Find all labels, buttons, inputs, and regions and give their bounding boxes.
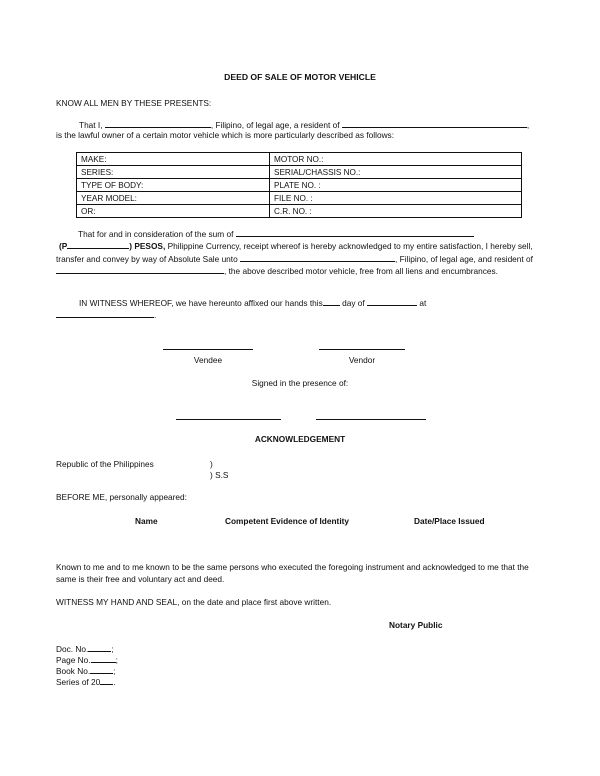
- table-cell: MAKE:: [77, 153, 270, 166]
- table-row: [77, 166, 522, 179]
- day-blank[interactable]: [323, 297, 340, 306]
- intro-text-3: ,: [526, 120, 530, 130]
- notary-public-label: Notary Public: [389, 620, 443, 630]
- amount-figure-blank[interactable]: [67, 240, 129, 249]
- series-label: Series of 20: [56, 677, 101, 687]
- vendee-label: Vendee: [193, 355, 223, 365]
- consideration-text-1: That for and in consideration of the sum of: [78, 229, 236, 239]
- vendor-signature-line[interactable]: [319, 349, 405, 350]
- witness-text-3: at: [419, 298, 427, 308]
- table-row: [77, 205, 522, 218]
- series-end: .: [113, 677, 116, 687]
- table-cell: C.R. NO. :: [270, 205, 522, 218]
- intro-text-1: That I,: [79, 120, 105, 130]
- vehicle-details-table: [76, 152, 522, 218]
- witness-signature-line-1[interactable]: [176, 419, 281, 420]
- book-no-end: ;: [113, 666, 116, 676]
- witness-hand-seal: WITNESS MY HAND AND SEAL, on the date and place first above written.: [56, 597, 332, 607]
- series-line: [56, 676, 116, 687]
- table-cell: YEAR MODEL:: [77, 192, 270, 205]
- table-cell: FILE NO. :: [270, 192, 522, 205]
- table-cell: MOTOR NO.:: [270, 153, 522, 166]
- know-all-men: KNOW ALL MEN BY THESE PRESENTS:: [56, 98, 212, 108]
- venue-bracket-ss: ) S.S: [210, 470, 229, 480]
- book-no-label: Book No.: [56, 666, 91, 676]
- peso-label: ) PESOS,: [129, 241, 166, 252]
- consideration-paragraph: [56, 228, 546, 278]
- acknowledgement-heading: ACKNOWLEDGEMENT: [254, 434, 346, 444]
- vendee-signature-line[interactable]: [163, 349, 253, 350]
- witness-text-1: IN WITNESS WHEREOF, we have hereunto affixed our hands this: [79, 298, 323, 308]
- table-row: [77, 153, 522, 166]
- amount-words-blank[interactable]: [236, 228, 474, 237]
- table-cell: SERIES:: [77, 166, 270, 179]
- doc-no-label: Doc. No.: [56, 644, 89, 654]
- place-blank[interactable]: [56, 309, 157, 320]
- page-no-blank[interactable]: [91, 654, 116, 663]
- doc-no-blank[interactable]: [88, 643, 114, 654]
- page-no-label: Page No.: [56, 655, 91, 665]
- page-no-line: [56, 654, 118, 665]
- page-no-end: ;: [115, 655, 118, 665]
- series-blank[interactable]: [100, 676, 116, 687]
- before-me-label: BEFORE ME, personally appeared:: [56, 492, 187, 502]
- table-cell: TYPE OF BODY:: [77, 179, 270, 192]
- document-title: DEED OF SALE OF MOTOR VEHICLE: [224, 72, 376, 82]
- table-cell: OR:: [77, 205, 270, 218]
- witness-place-line: [56, 309, 156, 320]
- column-name: Name: [135, 516, 158, 526]
- witness-period: .: [154, 310, 157, 320]
- table-cell: PLATE NO. :: [270, 179, 522, 192]
- intro-line-2: is the lawful owner of a certain motor vehicle which is more particularly described as follows:: [56, 130, 395, 140]
- republic-label: Republic of the Philippines: [56, 459, 154, 469]
- doc-no-end: ;: [111, 644, 114, 654]
- consideration-text-3: , Filipino, of legal age, and resident of: [395, 253, 533, 264]
- doc-no-line: [56, 643, 114, 654]
- witness-line: [79, 297, 426, 308]
- buyer-address-blank[interactable]: [56, 265, 224, 274]
- column-identity: Competent Evidence of Identity: [225, 516, 350, 526]
- intro-line-1: [79, 119, 529, 130]
- signed-in-presence: Signed in the presence of:: [251, 378, 349, 388]
- intro-text-2: , Filipino, of legal age, a resident of: [210, 120, 342, 130]
- consideration-text-2: Philippine Currency, receipt whereof is hereby acknowledged to my entire satisfaction, I hereby sell, transfer and convey by way of Absolute Sale unto: [56, 241, 533, 264]
- peso-open: (P: [59, 241, 68, 252]
- table-row: [77, 192, 522, 205]
- table-cell: SERIAL/CHASSIS NO.:: [270, 166, 522, 179]
- buyer-name-blank[interactable]: [240, 253, 395, 262]
- seller-address-blank[interactable]: [342, 119, 530, 130]
- vendor-label: Vendor: [348, 355, 376, 365]
- book-no-line: [56, 665, 115, 676]
- seller-name-blank[interactable]: [105, 119, 211, 128]
- venue-bracket-1: ): [210, 459, 213, 469]
- known-to-me-paragraph: Known to me and to me known to be the same persons who executed the foregoing instrument and acknowledged to me that the same is their free and voluntary act and deed.: [56, 562, 529, 585]
- book-no-blank[interactable]: [90, 665, 116, 676]
- witness-text-2: day of: [342, 298, 365, 308]
- column-date-place: Date/Place Issued: [414, 516, 485, 526]
- table-row: [77, 179, 522, 192]
- witness-signature-line-2[interactable]: [316, 419, 426, 420]
- consideration-text-4: , the above described motor vehicle, free from all liens and encumbrances.: [224, 266, 498, 277]
- month-blank[interactable]: [367, 297, 417, 306]
